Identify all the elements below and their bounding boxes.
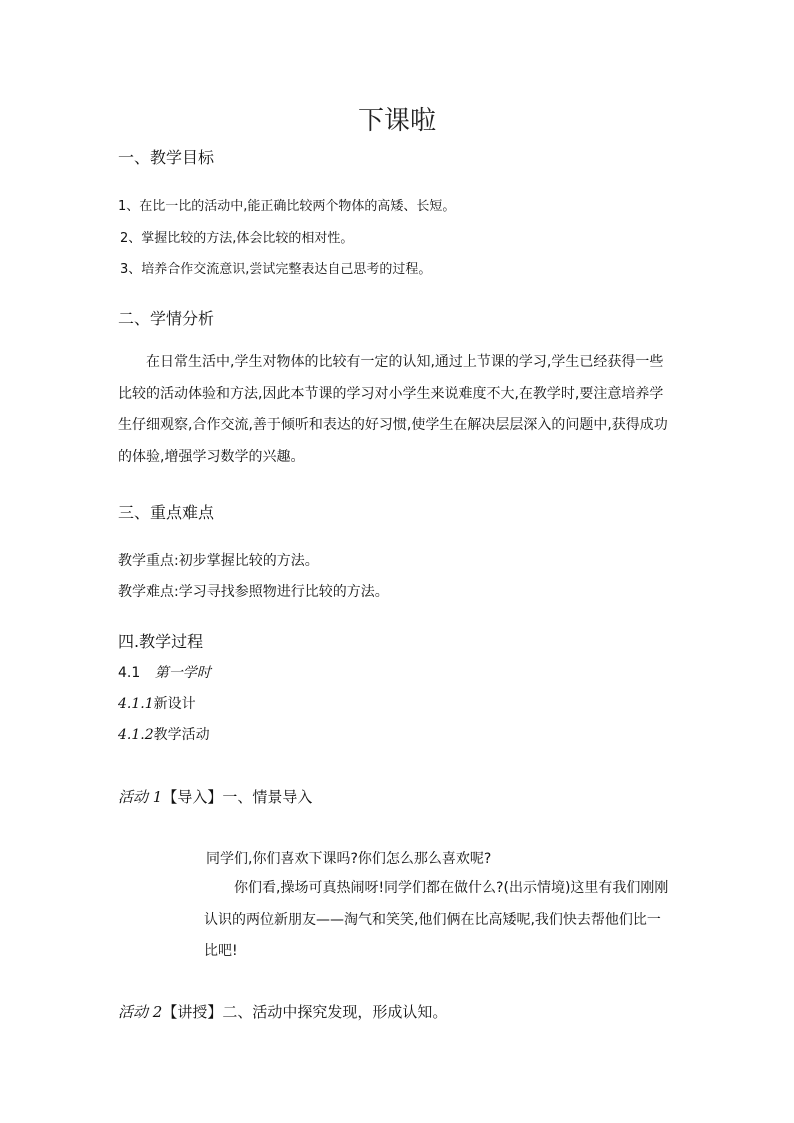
key-point: 教学重点:初步掌握比较的方法。 <box>118 553 319 569</box>
subheading-label: 新设计 <box>153 696 196 712</box>
activity-tag: 【导入】 <box>162 788 223 806</box>
subheading-design <box>118 693 196 713</box>
activity-1-line: 同学们,你们喜欢下课吗?你们怎么那么喜欢呢? <box>206 851 492 867</box>
objective-item: 1、在比一比的活动中,能正确比较两个物体的高矮、长短。 <box>118 199 456 214</box>
subheading-number: 4.1 <box>118 665 141 681</box>
activity-prefix: 活动 1 <box>118 788 163 806</box>
objective-item: 2、掌握比较的方法,体会比较的相对性。 <box>120 231 354 246</box>
section-heading-objectives: 一、教学目标 <box>118 148 215 167</box>
activity-title: 一、情景导入 <box>222 788 313 806</box>
subheading-number: 4.1.1 <box>118 696 154 712</box>
section-heading-analysis: 二、学情分析 <box>118 309 215 328</box>
difficult-point: 教学难点:学习寻找参照物进行比较的方法。 <box>118 584 389 600</box>
section-heading-key-points: 三、重点难点 <box>118 503 215 522</box>
subheading-label: 第一学时 <box>154 665 211 681</box>
activity-tag: 【讲授】 <box>162 1003 223 1021</box>
activity-1-paragraph: 你们看,操场可真热闹呀!同学们都在做什么?(出示情境)这里有我们刚刚认识的两位新朋友——淘气和笑笑,他们俩在比高矮呢,我们快去帮他们比一比吧! <box>204 880 669 959</box>
subheading-lesson <box>118 662 211 682</box>
activity-2-heading <box>118 1001 447 1022</box>
analysis-paragraph: 在日常生活中,学生对物体的比较有一定的认知,通过上节课的学习,学生已经获得一些比较的活动体验和方法,因此本节课的学习对小学生来说难度不大,在教学时,要注意培养学生仔细观察,合作交流,善于倾听和表达的好习惯,使学生在解决层层深入的问题中,获得成功的体验,增强学习数学的兴趣。 <box>118 354 668 465</box>
subheading-label: 教学活动 <box>153 727 210 743</box>
activity-1-heading <box>118 786 312 807</box>
subheading-activities <box>118 724 210 744</box>
document-title: 下课啦 <box>357 106 436 136</box>
activity-prefix: 活动 2 <box>118 1003 163 1021</box>
objective-item: 3、培养合作交流意识,尝试完整表达自己思考的过程。 <box>120 262 432 277</box>
section-heading-process: 四.教学过程 <box>118 632 204 651</box>
activity-title: 二、活动中探究发现，形成认知。 <box>222 1003 448 1021</box>
subheading-number: 4.1.2 <box>118 727 154 743</box>
